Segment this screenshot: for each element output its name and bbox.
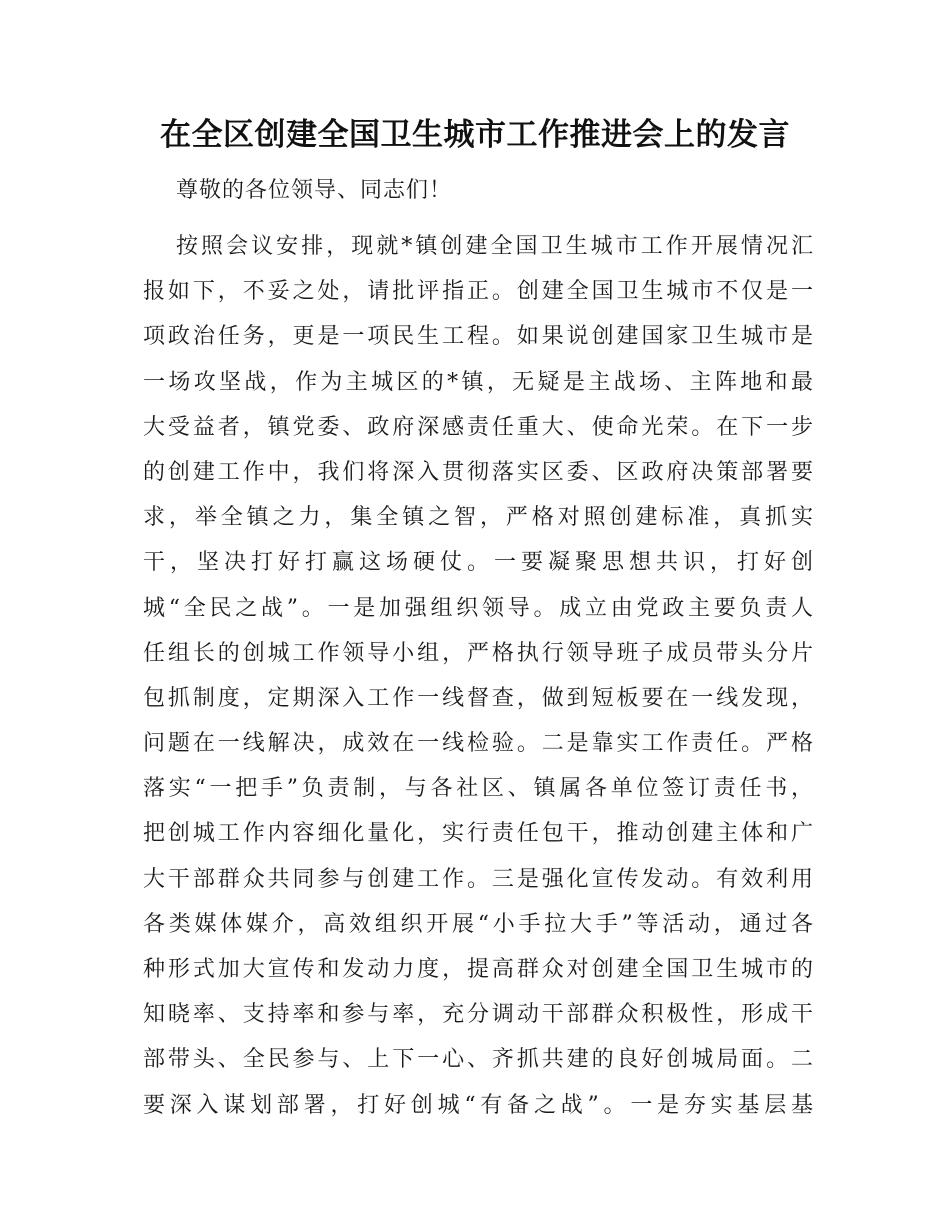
body-line: 包抓制度，定期深入工作一线督查，做到短板要在一线发现， bbox=[143, 685, 813, 711]
body-line: 城“全民之战”。一是加强组织领导。成立由党政主要负责人 bbox=[143, 595, 813, 621]
document-title: 在全区创建全国卫生城市工作推进会上的发言 bbox=[160, 117, 790, 153]
body-line: 大干部群众共同参与创建工作。三是强化宣传发动。有效利用 bbox=[143, 866, 813, 892]
body-line: 求，举全镇之力，集全镇之智，严格对照创建标准，真抓实 bbox=[143, 505, 813, 531]
body-text bbox=[143, 224, 813, 1128]
body-line: 要深入谋划部署，打好创城“有备之战”。一是夯实基层基 bbox=[143, 1092, 813, 1118]
body-line: 任组长的创城工作领导小组，严格执行领导班子成员带头分片 bbox=[143, 640, 813, 666]
body-line: 落实“一把手”负责制，与各社区、镇属各单位签订责任书， bbox=[143, 776, 813, 802]
body-line: 把创城工作内容细化量化，实行责任包干，推动创建主体和广 bbox=[143, 821, 813, 847]
body-line: 大受益者，镇党委、政府深感责任重大、使命光荣。在下一步 bbox=[143, 414, 813, 440]
body-line: 问题在一线解决，成效在一线检验。二是靠实工作责任。严格 bbox=[143, 731, 813, 757]
body-line: 项政治任务，更是一项民生工程。如果说创建国家卫生城市是 bbox=[143, 324, 813, 350]
body-line: 各类媒体媒介，高效组织开展“小手拉大手”等活动，通过各 bbox=[143, 911, 813, 937]
body-line: 部带头、全民参与、上下一心、齐抓共建的良好创城局面。二 bbox=[143, 1047, 813, 1073]
body-line: 报如下，不妥之处，请批评指正。创建全国卫生城市不仅是一 bbox=[143, 279, 813, 305]
body-line: 干，坚决打好打赢这场硬仗。一要凝聚思想共识，打好创 bbox=[143, 550, 813, 576]
salutation: 尊敬的各位领导、同志们！ bbox=[176, 178, 453, 203]
body-line: 种形式加大宣传和发动力度，提高群众对创建全国卫生城市的 bbox=[143, 957, 813, 982]
body-line: 一场攻坚战，作为主城区的*镇，无疑是主战场、主阵地和最 bbox=[143, 369, 813, 395]
body-line: 按照会议安排，现就*镇创建全国卫生城市工作开展情况汇 bbox=[176, 234, 813, 259]
body-line: 的创建工作中，我们将深入贯彻落实区委、区政府决策部署要 bbox=[143, 459, 813, 485]
body-line: 知晓率、支持率和参与率，充分调动干部群众积极性，形成干 bbox=[143, 1002, 813, 1028]
